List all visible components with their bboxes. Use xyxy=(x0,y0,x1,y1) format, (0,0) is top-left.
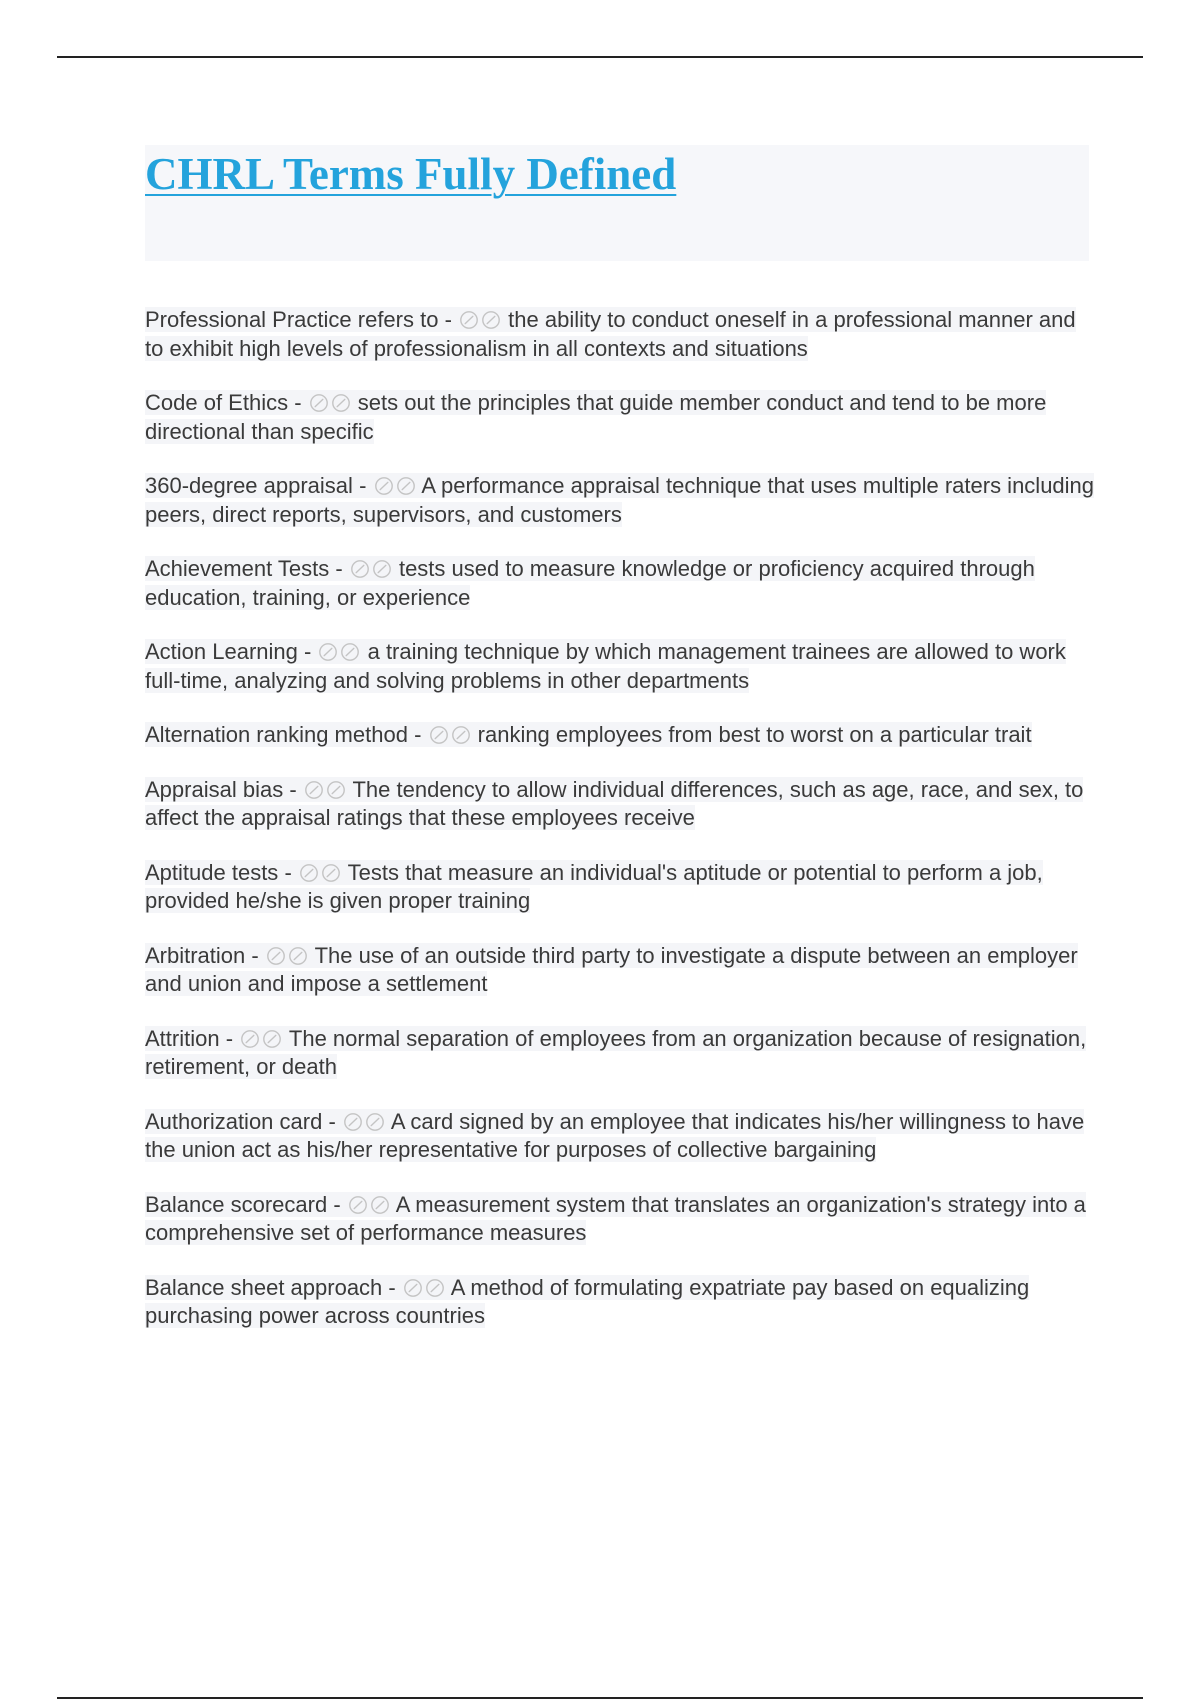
term-name: Authorization card xyxy=(145,1108,323,1134)
term-name: Professional Practice refers to xyxy=(145,307,439,332)
term-name: Alternation ranking method xyxy=(145,722,408,747)
check-circle-icon xyxy=(396,476,416,496)
term-definition: A method of formulating expatriate pay based on equalizing purchasing power across countries xyxy=(145,1274,1030,1328)
separator: - xyxy=(328,1108,336,1134)
term-entry xyxy=(145,555,1095,612)
document-title: CHRL Terms Fully Defined xyxy=(145,149,677,199)
bottom-rule xyxy=(57,1697,1143,1699)
term-entry xyxy=(145,472,1095,529)
term-name: Balance scorecard xyxy=(145,1191,328,1217)
check-circle-icon xyxy=(340,642,360,662)
title-block xyxy=(145,145,1089,261)
term-definition: the ability to conduct oneself in a professional manner and to exhibit high levels of professionalism in all contexts and situations xyxy=(145,307,1076,361)
term-entry xyxy=(145,389,1095,446)
check-circle-icon xyxy=(429,725,449,745)
term-definition: tests used to measure knowledge or proficiency acquired through education, training, or experience xyxy=(145,556,1035,610)
check-circle-icon xyxy=(459,310,479,330)
term-definition: A performance appraisal technique that uses multiple raters including peers, direct reports, supervisors, and customers xyxy=(145,473,1095,527)
separator: - xyxy=(304,639,312,664)
term-entry xyxy=(145,1025,1095,1082)
term-name: Attrition xyxy=(145,1025,220,1051)
check-circle-icon xyxy=(425,1278,445,1298)
term-entry xyxy=(145,638,1095,695)
term-entry xyxy=(145,859,1095,916)
term-entry xyxy=(145,1274,1095,1331)
term-list xyxy=(145,306,1095,1357)
term-entry xyxy=(145,776,1095,833)
check-circle-icon xyxy=(374,476,394,496)
term-entry xyxy=(145,942,1095,999)
term-definition: ranking employees from best to worst on a particular trait xyxy=(477,722,1032,747)
check-circle-icon xyxy=(266,946,286,966)
separator: - xyxy=(388,1274,396,1300)
term-name: Achievement Tests xyxy=(145,556,330,581)
term-entry xyxy=(145,306,1095,363)
term-name: Aptitude tests xyxy=(145,859,279,885)
term-definition: sets out the principles that guide member conduct and tend to be more directional than specific xyxy=(145,390,1047,444)
check-circle-icon xyxy=(304,780,324,800)
term-entry xyxy=(145,1191,1095,1248)
term-definition: Tests that measure an individual's aptitude or potential to perform a job, provided he/she is given proper training xyxy=(145,859,1043,913)
separator: - xyxy=(289,776,297,802)
check-circle-icon xyxy=(365,1112,385,1132)
term-entry xyxy=(145,1108,1095,1165)
separator: - xyxy=(335,556,343,581)
check-circle-icon xyxy=(288,946,308,966)
check-circle-icon xyxy=(481,310,501,330)
term-entry xyxy=(145,721,1095,750)
separator: - xyxy=(444,307,452,332)
check-circle-icon xyxy=(370,1195,390,1215)
check-circle-icon xyxy=(299,863,319,883)
check-circle-icon xyxy=(318,642,338,662)
term-name: Arbitration xyxy=(145,942,246,968)
check-circle-icon xyxy=(372,559,392,579)
check-circle-icon xyxy=(240,1029,260,1049)
term-definition: The use of an outside third party to investigate a dispute between an employer and union and impose a settlement xyxy=(145,942,1078,996)
separator: - xyxy=(294,390,302,415)
check-circle-icon xyxy=(343,1112,363,1132)
term-definition: The normal separation of employees from an organization because of resignation, retirement, or death xyxy=(145,1025,1087,1079)
check-circle-icon xyxy=(326,780,346,800)
check-circle-icon xyxy=(451,725,471,745)
check-circle-icon xyxy=(331,393,351,413)
term-name: 360-degree appraisal xyxy=(145,473,353,498)
term-name: Code of Ethics xyxy=(145,390,289,415)
term-name: Balance sheet approach xyxy=(145,1274,383,1300)
check-circle-icon xyxy=(309,393,329,413)
term-definition: A measurement system that translates an organization's strategy into a comprehensive set of performance measures xyxy=(145,1191,1086,1245)
check-circle-icon xyxy=(403,1278,423,1298)
check-circle-icon xyxy=(350,559,370,579)
check-circle-icon xyxy=(262,1029,282,1049)
separator: - xyxy=(414,722,422,747)
top-rule xyxy=(57,56,1143,58)
term-name: Action Learning xyxy=(145,639,298,664)
check-circle-icon xyxy=(348,1195,368,1215)
term-definition: The tendency to allow individual differences, such as age, race, and sex, to affect the appraisal ratings that these employees receive xyxy=(145,776,1084,830)
term-definition: a training technique by which management trainees are allowed to work full-time, analyzing and solving problems in other departments xyxy=(145,639,1066,693)
separator: - xyxy=(225,1025,234,1051)
separator: - xyxy=(333,1191,341,1217)
term-name: Appraisal bias xyxy=(145,776,284,802)
check-circle-icon xyxy=(321,863,341,883)
separator: - xyxy=(251,942,259,968)
separator: - xyxy=(359,473,367,498)
separator: - xyxy=(284,859,292,885)
term-definition: A card signed by an employee that indicates his/her willingness to have the union act as his/her representative for purposes of collective bargaining xyxy=(145,1108,1085,1162)
